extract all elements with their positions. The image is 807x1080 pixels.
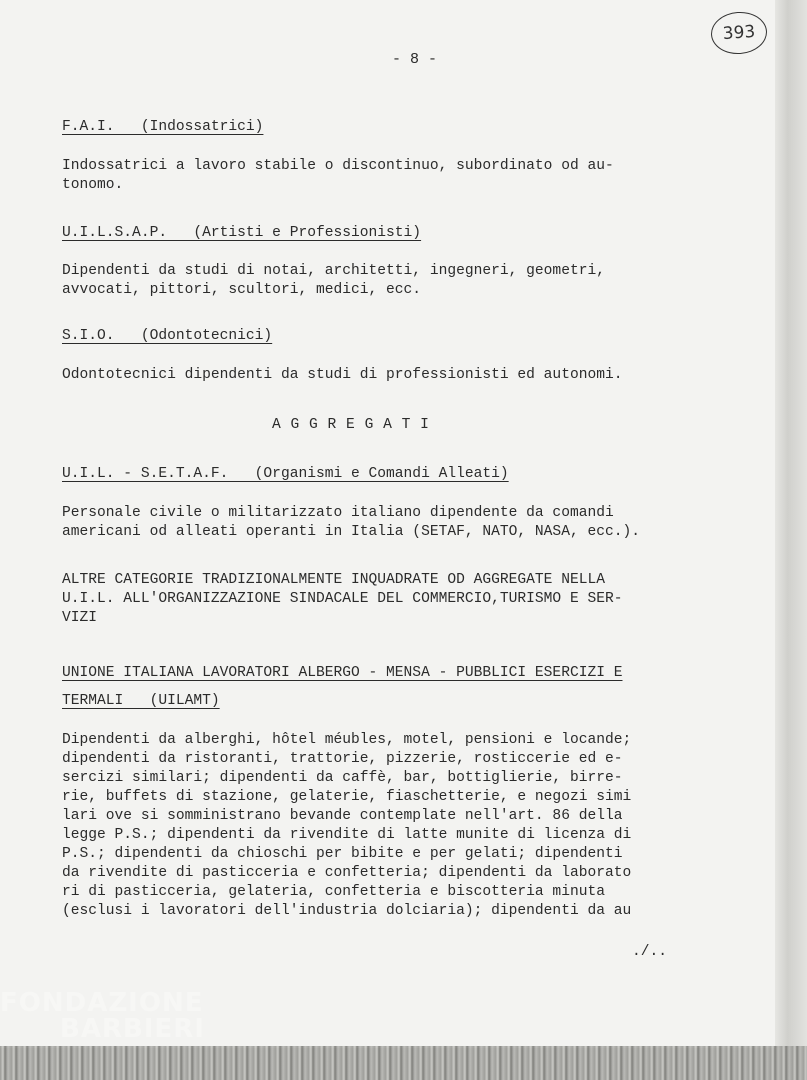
section-heading-fai: F.A.I. (Indossatrici) bbox=[62, 119, 264, 135]
section-text-line: Dipendenti da alberghi, hôtel méubles, motel, pensioni e locande; bbox=[62, 732, 632, 748]
section-text-line: rie, buffets di stazione, gelaterie, fiaschetterie, e negozi simi bbox=[62, 789, 632, 805]
section-text-line: legge P.S.; dipendenti da rivendite di latte munite di licenza di bbox=[62, 827, 632, 843]
page-number: - 8 - bbox=[392, 51, 438, 68]
section-heading-uilsap: U.I.L.S.A.P. (Artisti e Professionisti) bbox=[62, 225, 422, 241]
altre-categorie-line: U.I.L. ALL'ORGANIZZAZIONE SINDACALE DEL COMMERCIO,TURISMO E SER- bbox=[62, 591, 623, 607]
section-heading-sio: S.I.O. (Odontotecnici) bbox=[62, 328, 273, 344]
aggregati-title: A G G R E G A T I bbox=[272, 417, 430, 433]
section-text-line: avvocati, pittori, scultori, medici, ecc. bbox=[62, 282, 422, 298]
section-text-line: americani od alleati operanti in Italia (SETAF, NATO, NASA, ecc.). bbox=[62, 524, 641, 540]
archive-watermark bbox=[0, 990, 230, 1050]
section-text-line: lari ove si somministrano bevande contemplate nell'art. 86 della bbox=[62, 808, 623, 824]
section-text-line: Dipendenti da studi di notai, architetti, ingegneri, geometri, bbox=[62, 263, 605, 279]
section-text-line: Indossatrici a lavoro stabile o discontinuo, subordinato od au- bbox=[62, 158, 614, 174]
watermark-line: BARBIERI bbox=[60, 1014, 205, 1044]
altre-categorie-line: VIZI bbox=[62, 610, 98, 626]
continuation-mark: ./.. bbox=[632, 944, 668, 960]
section-heading-setaf: U.I.L. - S.E.T.A.F. (Organismi e Comandi Alleati) bbox=[62, 466, 509, 482]
scan-bottom-margin bbox=[0, 1046, 807, 1080]
section-heading-uilamt: UNIONE ITALIANA LAVORATORI ALBERGO - MENSA - PUBBLICI ESERCIZI E bbox=[62, 665, 623, 681]
section-text-line: da rivendite di pasticceria e confetteria; dipendenti da laborato bbox=[62, 865, 632, 881]
section-text-line: P.S.; dipendenti da chioschi per bibite e per gelati; dipendenti bbox=[62, 846, 623, 862]
section-text-line: sercizi similari; dipendenti da caffè, bar, bottiglierie, birre- bbox=[62, 770, 623, 786]
section-text-line: Personale civile o militarizzato italiano dipendente da comandi bbox=[62, 505, 614, 521]
section-text-line: ri di pasticceria, gelateria, confetteria e biscotteria minuta bbox=[62, 884, 605, 900]
archive-number-stamp: 393 bbox=[710, 10, 769, 56]
section-text-line: Odontotecnici dipendenti da studi di professionisti ed autonomi. bbox=[62, 367, 623, 383]
section-text-line: dipendenti da ristoranti, trattorie, pizzerie, rosticcerie ed e- bbox=[62, 751, 623, 767]
section-text-line: (esclusi i lavoratori dell'industria dolciaria); dipendenti da au bbox=[62, 903, 632, 919]
watermark-line: FONDAZIONE bbox=[0, 988, 204, 1018]
section-text-line: tonomo. bbox=[62, 177, 124, 193]
altre-categorie-line: ALTRE CATEGORIE TRADIZIONALMENTE INQUADRATE OD AGGREGATE NELLA bbox=[62, 572, 605, 588]
scan-right-margin bbox=[775, 0, 807, 1080]
section-heading-uilamt: TERMALI (UILAMT) bbox=[62, 693, 220, 709]
